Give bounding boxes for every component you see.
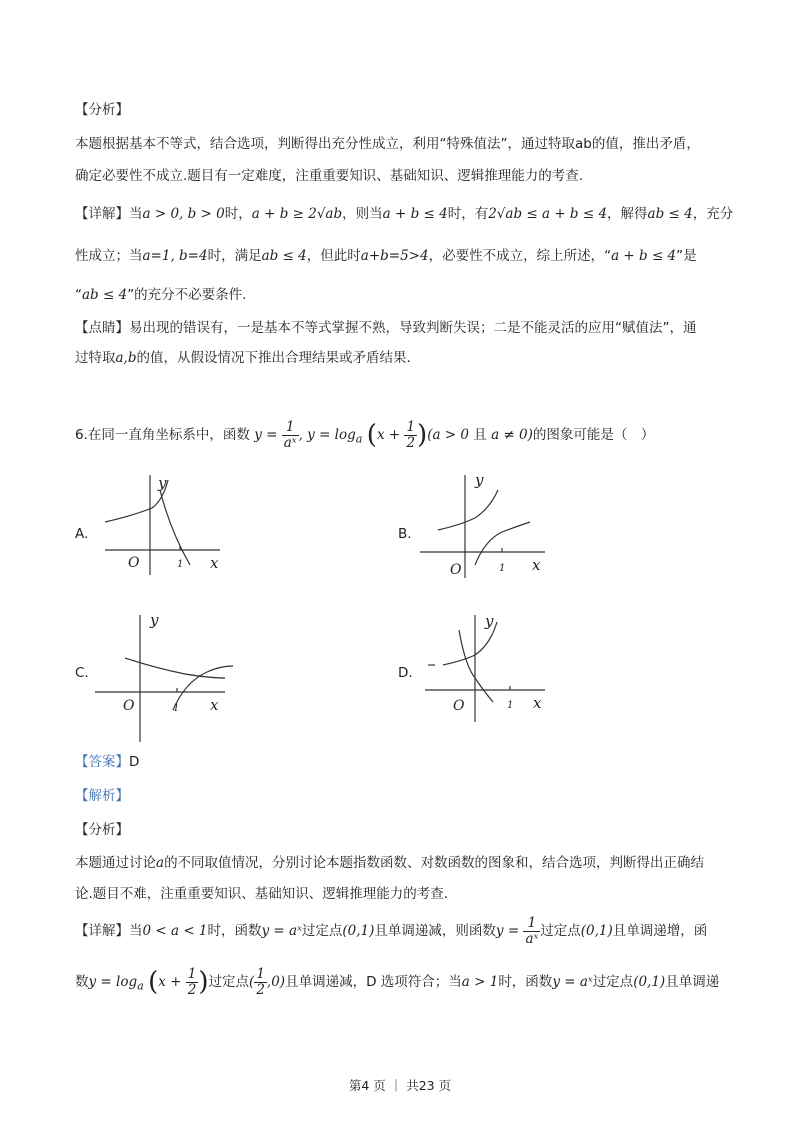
text: 的不同取值情况，分别讨论本题指数函数、对数函数的图象和，结合选项，判断得出正确结 (164, 855, 705, 871)
question-stem (75, 418, 654, 457)
one-label: 1 (173, 703, 180, 714)
prev-remark-line-1 (75, 318, 697, 338)
math: a + b ≥ 2√ab (251, 206, 343, 222)
option-b-graph[interactable] (420, 470, 560, 580)
text: 过定点 (540, 923, 581, 939)
option-a-label[interactable]: A. (75, 526, 89, 542)
math: a ≠ 0) (491, 427, 533, 443)
text: 时， (224, 206, 252, 222)
text: 易出现的错误有，一是基本不等式掌握不熟，导致判断失误；二是不能灵活的应用“赋值法”，通 (129, 320, 697, 336)
text: 当 (129, 206, 143, 222)
paren: ) (417, 420, 428, 450)
text: 时，有 (447, 206, 489, 222)
math: y = (495, 923, 520, 939)
math: y = aˣ (552, 974, 593, 990)
page-footer: 第4 页 ｜ 共23 页 (348, 1078, 452, 1093)
paren: ( (366, 420, 377, 450)
curve-log (160, 490, 190, 565)
text: ，解得 (607, 206, 648, 222)
x-label: x (533, 694, 542, 712)
curve-log (173, 666, 233, 710)
option-d-graph[interactable] (425, 610, 560, 730)
answer-value: D (129, 754, 140, 770)
math: y = aˣ (261, 923, 302, 939)
one-label: 1 (499, 563, 506, 574)
text: ，则当 (342, 206, 383, 222)
math: a > 1 (461, 974, 499, 990)
frac-num: 1 (406, 418, 416, 435)
math: x + (376, 427, 401, 443)
fraction (254, 967, 267, 998)
math: ( (249, 974, 255, 990)
math: a+b=5>4 (360, 248, 429, 264)
frac-num: 1 (282, 420, 299, 436)
text: 且单调递增，函 (612, 923, 708, 939)
text: “ (75, 287, 82, 303)
detail-line-1 (75, 914, 707, 948)
analysis-tag: 【分析】 (75, 822, 129, 838)
text: ”是 (676, 248, 697, 264)
x-label: x (210, 554, 219, 572)
option-a-graph[interactable] (100, 470, 240, 580)
math: , y = log (298, 427, 356, 443)
detail-tag: 【详解】 (75, 923, 129, 939)
text: 时，满足 (207, 248, 262, 264)
answer-line (75, 752, 139, 772)
option-d-label[interactable]: D. (398, 665, 413, 681)
fraction (282, 420, 299, 451)
text: 且单调递 (665, 974, 720, 990)
curve-log (475, 522, 530, 565)
prev-detail-line-1 (75, 204, 733, 224)
math: a + b ≤ 4 (611, 248, 677, 264)
frac-den: 2 (256, 981, 265, 998)
text: 6.在同一直角坐标系中，函数 (75, 427, 250, 443)
text: ，但此时 (306, 248, 361, 264)
prev-remark-line-2 (75, 348, 411, 368)
frac-den: aˣ (283, 434, 297, 451)
text: 且单调递减，则函数 (374, 923, 496, 939)
fraction (523, 916, 540, 947)
paren: ( (148, 967, 159, 997)
text: 本题通过讨论 (75, 855, 156, 871)
text: 过定点 (592, 974, 634, 990)
curve-exp (438, 490, 498, 530)
math: a > 0, b > 0 (142, 206, 225, 222)
origin-label: O (128, 555, 140, 571)
y-label: y (158, 474, 167, 492)
text: 的值，从假设情况下推出合理结果或矛盾结果. (136, 350, 411, 366)
detail-line-2 (75, 964, 719, 1005)
math: 0 < a < 1 (142, 923, 208, 939)
frac-num: 1 (187, 965, 197, 982)
prev-detail-line-3 (75, 285, 246, 305)
frac-den: 2 (406, 434, 416, 451)
text: 且 (473, 427, 487, 443)
prev-detail-line-2 (75, 246, 697, 266)
text: 当 (129, 923, 143, 939)
answer-tag: 【答案】 (75, 754, 129, 770)
prev-remark-tag: 【点睛】 (75, 320, 129, 336)
option-b-label[interactable]: B. (398, 526, 412, 542)
text: 过特取 (75, 350, 116, 366)
frac-den: aˣ (525, 930, 539, 947)
math: (0,1) (580, 923, 613, 939)
frac-num: 1 (256, 965, 265, 982)
math: ab ≤ 4 (261, 248, 307, 264)
text: 数 (75, 974, 89, 990)
text: ，必要性不成立，综上所述，“ (428, 248, 612, 264)
subscript: a (355, 432, 363, 446)
option-c-label[interactable]: C. (75, 665, 89, 681)
origin-label: O (123, 698, 135, 714)
paren: ) (198, 967, 209, 997)
origin-label: O (450, 562, 462, 578)
prev-analysis-line-1: 本题根据基本不等式，结合选项，判断得出充分性成立，利用“特殊值法”，通过特取ab的值，推出矛盾， (75, 136, 700, 152)
prev-analysis-line-2: 确定必要性不成立.题目有一定难度，注重重要知识、基础知识、逻辑推理能力的考查. (75, 168, 584, 184)
one-label: 1 (507, 700, 514, 711)
one-label: 1 (177, 559, 184, 570)
math: (0,1) (342, 923, 375, 939)
math: y = log (88, 974, 138, 990)
math: ab ≤ 4 (647, 206, 693, 222)
text: ，充分 (692, 206, 734, 222)
y-label: y (485, 612, 494, 630)
y-label: y (475, 471, 484, 489)
fraction (186, 967, 199, 998)
x-label: x (210, 696, 219, 714)
prev-analysis-tag: 【分析】 (75, 102, 129, 118)
text: 的图象可能是（ ） (532, 427, 655, 443)
math: (a > 0 (427, 427, 470, 443)
text: 时，函数 (498, 974, 553, 990)
curve-log (459, 630, 493, 702)
text: 过定点 (301, 923, 343, 939)
math: a (156, 855, 165, 871)
origin-label: O (453, 698, 465, 714)
text: 时，函数 (207, 923, 262, 939)
subscript: a (137, 979, 144, 993)
math: ,0) (266, 974, 286, 990)
math: x + (158, 974, 182, 990)
math: a,b (115, 350, 137, 366)
y-label: y (150, 611, 159, 629)
analysis-line-2: 论.题目不难，注重重要知识、基础知识、逻辑推理能力的考查. (75, 886, 449, 902)
frac-num: 1 (523, 916, 540, 932)
math: ab ≤ 4 (82, 287, 128, 303)
math: (0,1) (633, 974, 666, 990)
option-c-graph[interactable] (95, 610, 240, 745)
text: 且单调递减，D 选项符合；当 (285, 974, 462, 990)
math: a=1, b=4 (142, 248, 208, 264)
fraction (404, 420, 417, 451)
math: y = (254, 427, 278, 443)
text: 性成立；当 (75, 248, 143, 264)
jiexi-tag: 【解析】 (75, 788, 129, 804)
math: 2√ab ≤ a + b ≤ 4 (488, 206, 608, 222)
frac-den: 2 (187, 981, 197, 998)
analysis-line-1 (75, 853, 704, 873)
prev-detail-tag: 【详解】 (75, 206, 129, 222)
text: 过定点 (208, 974, 250, 990)
math: a + b ≤ 4 (382, 206, 448, 222)
text: ”的充分不必要条件. (127, 287, 247, 303)
x-label: x (532, 556, 541, 574)
